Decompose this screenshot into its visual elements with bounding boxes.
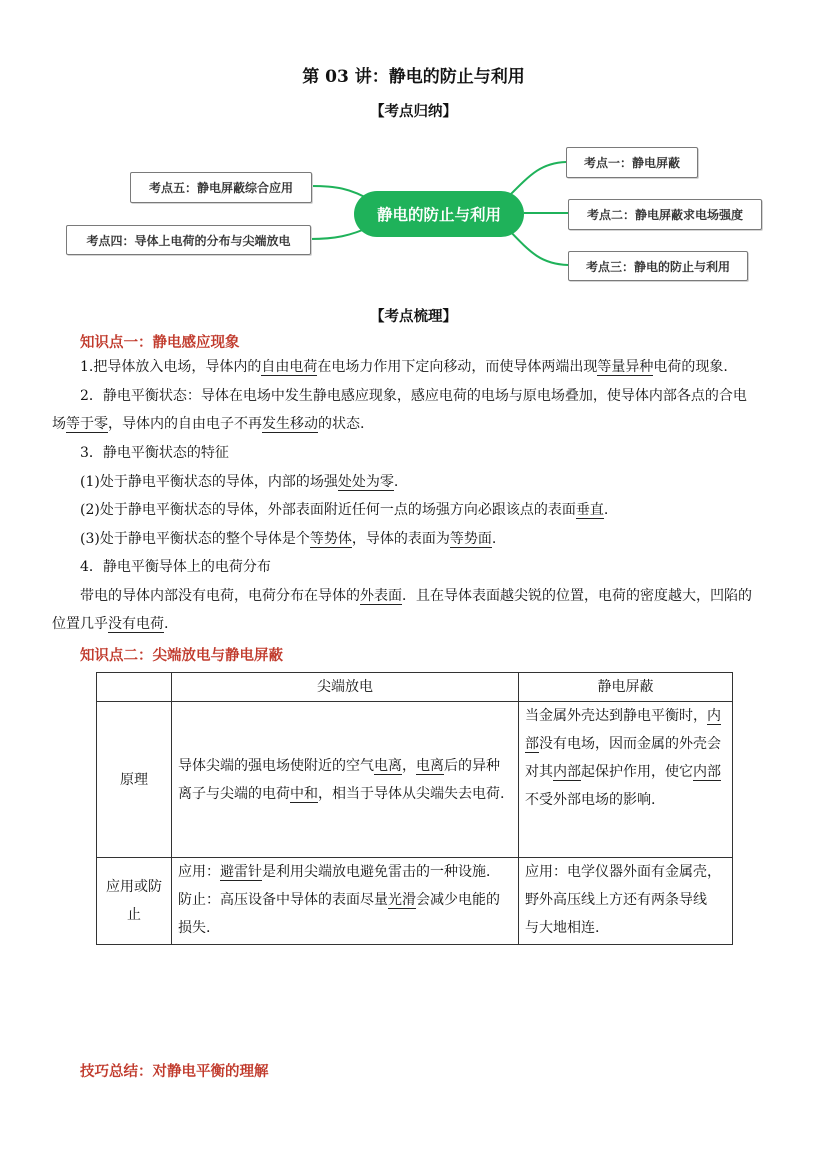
kp1-heading: 知识点一：静电感应现象: [80, 334, 240, 351]
mindmap-node-k3: 考点三：静电的防止与利用: [568, 251, 748, 281]
kp1-line3-1: (1)处于静电平衡状态的导体，内部的场强处处为零.: [80, 474, 399, 490]
kp1-line3-3: (3)处于静电平衡状态的整个导体是个等势体，导体的表面为等势面.: [80, 531, 497, 547]
row2-col1: 应用：避雷针是利用尖端放电避免雷击的一种设施． 防止：高压设备中导体的表面尽量光滑会减少电能的 损失.: [172, 858, 519, 945]
comparison-table: [96, 672, 733, 945]
kp1-line3: 3．静电平衡状态的特征: [80, 445, 229, 461]
row1-col2: 当金属外壳达到静电平衡时，内 部没有电场，因而金属的外壳会 对其内部起保护作用，使它内部 不受外部电场的影响.: [519, 702, 733, 858]
kp1-line4a: 带电的导体内部没有电荷，电荷分布在导体的外表面．且在导体表面越尖锐的位置，电荷的密度越大，凹陷的: [80, 588, 752, 604]
section-heading-review: 【考点梳理】: [370, 308, 457, 325]
kp1-line4b: 位置几乎没有电荷.: [52, 616, 169, 632]
row1-col1: 导体尖端的强电场使附近的空气电离，电离后的异种 离子与尖端的电荷中和，相当于导体从尖端失去电荷.: [172, 702, 519, 858]
mindmap-node-k2: 考点二：静电屏蔽求电场强度: [568, 199, 762, 230]
section-heading-summary: 【考点归纳】: [370, 103, 457, 120]
kp1-line2a: 2．静电平衡状态：导体在电场中发生静电感应现象，感应电荷的电场与原电场叠加，使导体内部各点的合电: [80, 388, 747, 404]
table-row: [97, 702, 733, 858]
mindmap-center-node: 静电的防止与利用: [354, 191, 524, 237]
table-header-col1: 尖端放电: [172, 673, 519, 702]
table-header-col2: 静电屏蔽: [519, 673, 733, 702]
mindmap-node-k5: 考点五：静电屏蔽综合应用: [130, 172, 312, 203]
tip-heading: 技巧总结：对静电平衡的理解: [80, 1063, 269, 1080]
kp2-heading: 知识点二：尖端放电与静电屏蔽: [80, 647, 283, 664]
table-corner-cell: [97, 673, 172, 702]
page-title: 第 03 讲：静电的防止与利用: [302, 67, 525, 87]
table-row: [97, 858, 733, 945]
table-header-row: [97, 673, 733, 702]
kp1-line1: 1.把导体放入电场，导体内的自由电荷在电场力作用下定向移动，而使导体两端出现等量异种电荷的现象.: [80, 359, 728, 375]
row2-label: 应用或防 止: [97, 858, 172, 945]
kp1-line4: 4．静电平衡导体上的电荷分布: [80, 559, 271, 575]
row2-col2: 应用：电学仪器外面有金属壳， 野外高压线上方还有两条导线 与大地相连.: [519, 858, 733, 945]
mindmap-node-k4: 考点四：导体上电荷的分布与尖端放电: [66, 225, 311, 255]
kp1-line3-2: (2)处于静电平衡状态的导体，外部表面附近任何一点的场强方向必跟该点的表面垂直.: [80, 502, 609, 518]
row1-label: 原理: [97, 702, 172, 858]
mindmap-node-k1: 考点一：静电屏蔽: [566, 147, 698, 178]
kp1-line2b: 场等于零，导体内的自由电子不再发生移动的状态.: [52, 416, 365, 432]
